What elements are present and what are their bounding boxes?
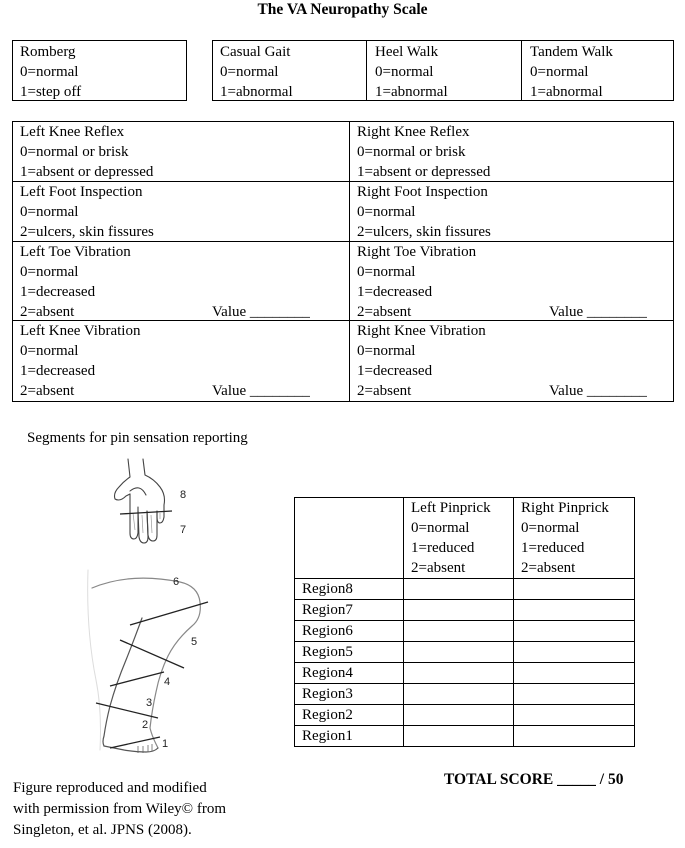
segment-label-6: 6 — [173, 576, 180, 588]
right-pinprick-entry[interactable] — [514, 579, 635, 600]
right-knee-vibration-option: 1=decreased — [357, 363, 433, 379]
left-knee-vibration-option: 1=decreased — [20, 363, 96, 379]
left-pinprick-entry[interactable] — [404, 600, 514, 621]
right-pinprick-header — [514, 498, 635, 579]
left-toe-vibration-option: 0=normal — [20, 264, 79, 280]
left-pinprick-option: 0=normal — [411, 520, 470, 536]
table-row — [295, 600, 635, 621]
region-label: Region2 — [295, 705, 404, 726]
right-pinprick-entry[interactable] — [514, 663, 635, 684]
right-pinprick-entry[interactable] — [514, 621, 635, 642]
left-toe-vibration-option: 1=decreased — [20, 284, 96, 300]
left-knee-vibration-option: 2=absent — [20, 383, 75, 399]
region-label: Region3 — [295, 684, 404, 705]
left-pinprick-entry[interactable] — [404, 579, 514, 600]
region-label: Region8 — [295, 579, 404, 600]
segment-label-7: 7 — [180, 524, 187, 536]
left-knee-reflex-cell — [13, 122, 153, 182]
right-knee-reflex-option: 1=absent or depressed — [357, 164, 491, 180]
romberg-box — [12, 40, 187, 101]
region-label: Region7 — [295, 600, 404, 621]
total-score[interactable]: TOTAL SCORE _____ / 50 — [444, 771, 624, 788]
left-foot-inspection-option: 2=ulcers, skin fissures — [20, 224, 154, 240]
right-knee-reflex-option: 0=normal or brisk — [357, 144, 466, 160]
right-pinprick-entry[interactable] — [514, 642, 635, 663]
region-label: Region5 — [295, 642, 404, 663]
heel-walk-option: 1=abnormal — [375, 84, 448, 100]
left-pinprick-header — [404, 498, 514, 579]
romberg-option: 1=step off — [20, 84, 82, 100]
romberg-label: Romberg — [20, 44, 76, 60]
leg-figure — [80, 560, 230, 765]
table-row — [295, 705, 635, 726]
region-label: Region1 — [295, 726, 404, 747]
right-knee-vibration-option: 2=absent — [357, 383, 412, 399]
segment-line-1 — [110, 737, 160, 748]
hand-figure — [100, 455, 200, 555]
segment-label-1: 1 — [162, 738, 169, 750]
hand-shading — [133, 513, 160, 533]
casual-gait-cell — [213, 42, 366, 102]
left-pinprick-label: Left Pinprick — [411, 500, 491, 516]
tandem-walk-option: 0=normal — [530, 64, 589, 80]
credit-line: Figure reproduced and modified — [13, 780, 207, 796]
right-pinprick-entry[interactable] — [514, 726, 635, 747]
left-knee-vibration-option: 0=normal — [20, 343, 79, 359]
right-pinprick-entry[interactable] — [514, 684, 635, 705]
segment-label-3: 3 — [146, 697, 153, 709]
heel-walk-cell — [368, 42, 521, 102]
casual-gait-option: 1=abnormal — [220, 84, 293, 100]
heel-walk-option: 0=normal — [375, 64, 434, 80]
heel-walk-label: Heel Walk — [375, 44, 439, 60]
gait-box — [212, 40, 674, 101]
right-pinprick-option: 1=reduced — [521, 540, 585, 556]
right-foot-inspection-option: 0=normal — [357, 204, 416, 220]
page-title: The VA Neuropathy Scale — [257, 1, 428, 18]
right-knee-vibration-label: Right Knee Vibration — [357, 323, 486, 339]
left-pinprick-option: 1=reduced — [411, 540, 475, 556]
right-pinprick-label: Right Pinprick — [521, 500, 609, 516]
left-pinprick-option: 2=absent — [411, 560, 466, 576]
segment-lines — [96, 602, 208, 748]
left-toe-vibration-cell — [13, 242, 349, 322]
left-foot-inspection-label: Left Foot Inspection — [20, 184, 143, 200]
right-toe-vibration-option: 2=absent — [357, 304, 412, 320]
casual-gait-option: 0=normal — [220, 64, 279, 80]
right-foot-inspection-label: Right Foot Inspection — [357, 184, 488, 200]
right-foot-inspection-option: 2=ulcers, skin fissures — [357, 224, 491, 240]
left-toe-vibration-option: 2=absent — [20, 304, 75, 320]
table-row — [295, 684, 635, 705]
left-toe-vibration-label: Left Toe Vibration — [20, 244, 131, 260]
segment-label-5: 5 — [191, 636, 198, 648]
left-knee-vibration-cell — [13, 321, 349, 401]
table-row — [295, 642, 635, 663]
pinprick-header-row — [295, 498, 635, 579]
left-knee-vibration-label: Left Knee Vibration — [20, 323, 141, 339]
left-pinprick-entry[interactable] — [404, 621, 514, 642]
right-pinprick-entry[interactable] — [514, 600, 635, 621]
right-toe-vibration-option: 0=normal — [357, 264, 416, 280]
credit-line: with permission from Wiley© from — [13, 801, 226, 817]
tandem-walk-cell — [523, 42, 673, 102]
region-label: Region4 — [295, 663, 404, 684]
right-knee-vibration-cell — [350, 321, 673, 401]
right-toe-vibration-label: Right Toe Vibration — [357, 244, 477, 260]
exam-grid — [12, 121, 674, 402]
right-foot-inspection-cell — [350, 182, 491, 242]
left-knee-reflex-option: 0=normal or brisk — [20, 144, 129, 160]
left-foot-inspection-option: 0=normal — [20, 204, 79, 220]
right-pinprick-option: 2=absent — [521, 560, 576, 576]
segment-line-4 — [120, 640, 184, 668]
right-toe-vibration-option: 1=decreased — [357, 284, 433, 300]
left-pinprick-entry[interactable] — [404, 705, 514, 726]
segments-caption: Segments for pin sensation reporting — [27, 430, 248, 446]
left-knee-reflex-option: 1=absent or depressed — [20, 164, 154, 180]
romberg-option: 0=normal — [20, 64, 79, 80]
table-row — [295, 579, 635, 600]
region-label: Region6 — [295, 621, 404, 642]
credit-line: Singleton, et al. JPNS (2008). — [13, 822, 192, 838]
right-toe-vibration-cell — [350, 242, 673, 322]
left-toe-vibration-value-field[interactable]: Value ________ — [212, 304, 310, 320]
right-toe-vibration-value-field[interactable]: Value ________ — [549, 304, 647, 320]
left-knee-reflex-label: Left Knee Reflex — [20, 124, 125, 140]
right-knee-reflex-label: Right Knee Reflex — [357, 124, 470, 140]
tandem-walk-label: Tandem Walk — [530, 44, 613, 60]
left-pinprick-entry[interactable] — [404, 726, 514, 747]
segment-label-2: 2 — [142, 719, 149, 731]
right-pinprick-entry[interactable] — [514, 705, 635, 726]
table-row — [295, 726, 635, 747]
right-knee-vibration-value-field[interactable]: Value ________ — [549, 383, 647, 399]
table-row — [295, 663, 635, 684]
figure-credit — [13, 778, 226, 841]
right-knee-vibration-option: 0=normal — [357, 343, 416, 359]
right-pinprick-option: 0=normal — [521, 520, 580, 536]
divider — [366, 41, 367, 100]
empty-header-cell — [295, 498, 404, 579]
left-knee-vibration-value-field[interactable]: Value ________ — [212, 383, 310, 399]
segment-label-4: 4 — [164, 676, 171, 688]
left-pinprick-entry[interactable] — [404, 642, 514, 663]
left-pinprick-entry[interactable] — [404, 684, 514, 705]
left-pinprick-entry[interactable] — [404, 663, 514, 684]
right-knee-reflex-cell — [350, 122, 490, 182]
segment-label-8: 8 — [180, 489, 187, 501]
table-row — [295, 621, 635, 642]
tandem-walk-option: 1=abnormal — [530, 84, 603, 100]
casual-gait-label: Casual Gait — [220, 44, 291, 60]
divider — [521, 41, 522, 100]
pinprick-table — [294, 497, 635, 747]
hand-outline — [115, 459, 165, 543]
left-foot-inspection-cell — [13, 182, 154, 242]
